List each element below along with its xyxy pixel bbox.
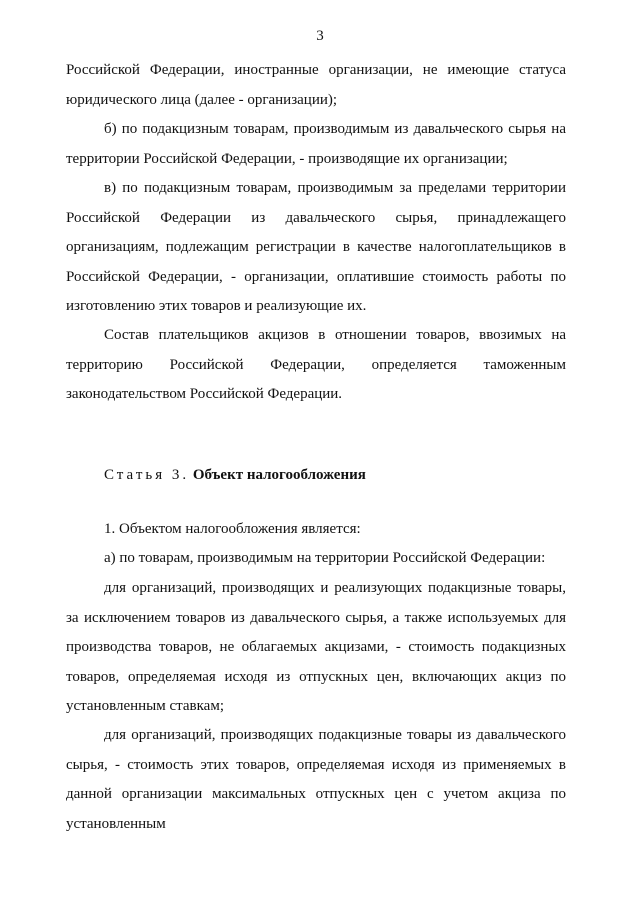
paragraph-continuation: Российской Федерации, иностранные организации, не имеющие статуса юридического лица (далее - организации);: [66, 62, 566, 108]
paragraph-item-b: б) по подакцизным товарам, производимым из давальческого сырья на территории Российской Федерации, - производящие их организации;: [66, 121, 566, 167]
article-title: Объект налогообложения: [192, 467, 366, 483]
paragraph-item-a: а) по товарам, производимым на территории Российской Федерации:: [104, 550, 546, 566]
paragraph-payers-composition: Состав плательщиков акцизов в отношении товаров, ввозимых на территорию Российской Федерации, определяется таможенным законодательством Российской Федерации.: [66, 327, 566, 402]
article-heading: [104, 461, 366, 491]
paragraph-item-v: в) по подакцизным товарам, производимым за пределами территории Российской Федерации из давальческого сырья, принадлежащего организациям, подлежащим регистрации в качестве налогоплательщиков в Российской Федерации, - организации, оплатившие стоимость работы по изготовлению этих товаров и реализующие их.: [66, 180, 566, 314]
page-number: 3: [316, 28, 324, 44]
paragraph-organizations-producing: для организаций, производящих и реализующих подакцизные товары, за исключением товаров из давальческого сырья, а также используемых для производства товаров, не облагаемых акцизами, - стоимость подакцизных товаров, определяемая исходя из отпускных цен, включающих акциз по установленным ставкам;: [66, 580, 566, 714]
paragraph-organizations-tolling: для организаций, производящих подакцизные товары из давальческого сырья, - стоимость этих товаров, определяемая исходя из применяемых в данной организации максимальных отпускных цен с учетом акциза по установленным: [66, 727, 566, 832]
article-prefix: Статья 3.: [104, 467, 190, 483]
paragraph-object-intro: 1. Объектом налогообложения является:: [104, 521, 361, 537]
